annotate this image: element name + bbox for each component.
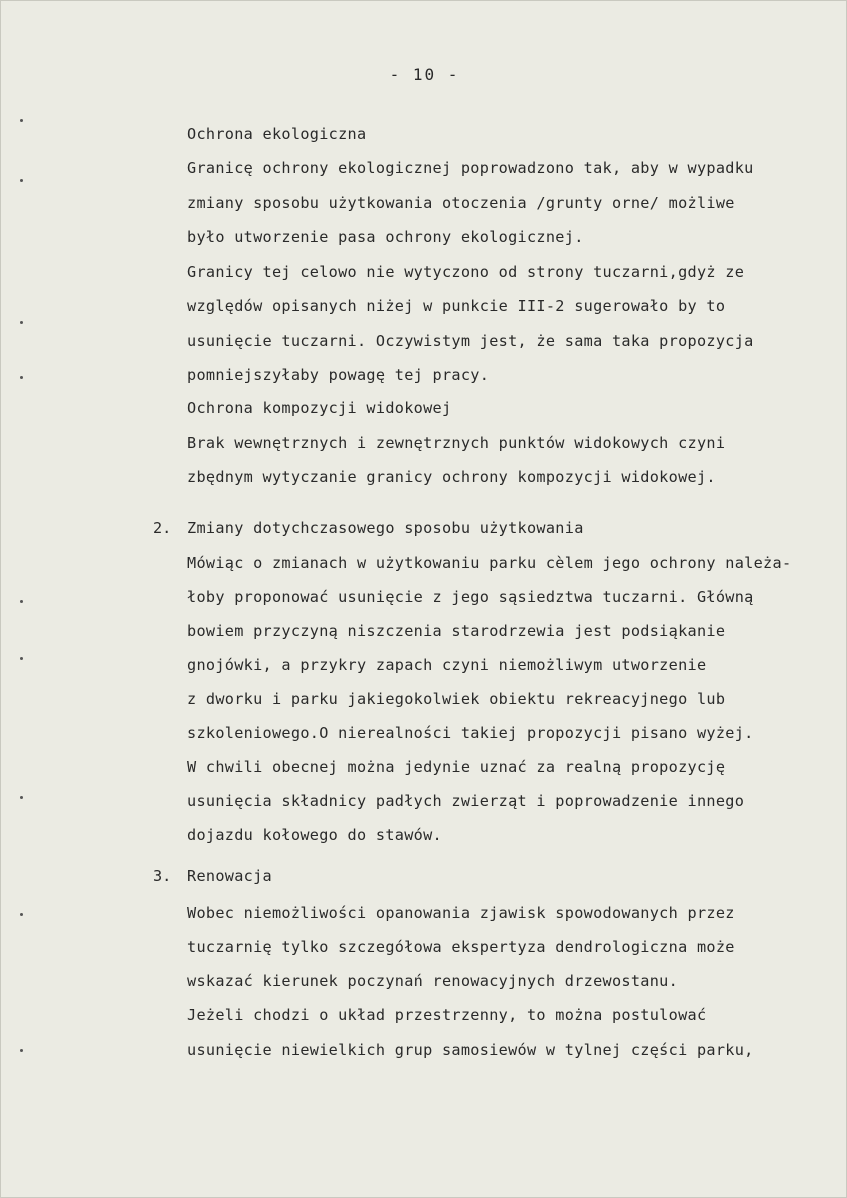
text-line: Granicę ochrony ekologicznej poprowadzono tak, aby w wypadku [187,159,754,177]
text-line: Granicy tej celowo nie wytyczono od strony tuczarni,gdyż ze [187,263,745,281]
text-line: gnojówki, a przykry zapach czyni niemożliwym utworzenie [187,656,707,674]
punch-hole-mark [20,600,23,603]
text-line: dojazdu kołowego do stawów. [187,826,442,844]
punch-hole-mark [20,913,23,916]
section-heading: Zmiany dotychczasowego sposobu użytkowania [187,519,584,537]
section-number: 2. [153,519,172,537]
text-line: zmiany sposobu użytkowania otoczenia /grunty orne/ możliwe [187,194,735,212]
section-heading: Renowacja [187,867,272,885]
text-line: względów opisanych niżej w punkcie III-2 sugerowało by to [187,297,726,315]
text-line: usunięcia składnicy padłych zwierząt i poprowadzenie innego [187,792,745,810]
text-line: pomniejszyłaby powagę tej pracy. [187,366,490,384]
text-line: bowiem przyczyną niszczenia starodrzewia jest podsiąkanie [187,622,726,640]
punch-hole-mark [20,179,23,182]
text-line: usunięcie tuczarni. Oczywistym jest, że sama taka propozycja [187,332,754,350]
text-line: Ochrona ekologiczna [187,125,367,143]
text-line: było utworzenie pasa ochrony ekologicznej. [187,228,584,246]
text-line: usunięcie niewielkich grup samosiewów w tylnej części parku, [187,1041,754,1059]
punch-hole-mark [20,376,23,379]
text-line: zbędnym wytyczanie granicy ochrony kompozycji widokowej. [187,468,716,486]
text-line: W chwili obecnej można jedynie uznać za realną propozycję [187,758,726,776]
text-line: z dworku i parku jakiegokolwiek obiektu rekreacyjnego lub [187,690,726,708]
punch-hole-mark [20,796,23,799]
text-line: Brak wewnętrznych i zewnętrznych punktów widokowych czyni [187,434,726,452]
text-line: wskazać kierunek poczynań renowacyjnych drzewostanu. [187,972,679,990]
punch-hole-mark [20,657,23,660]
section-number: 3. [153,867,172,885]
text-line: tuczarnię tylko szczegółowa ekspertyza dendrologiczna może [187,938,735,956]
text-line: szkoleniowego.O nierealności takiej propozycji pisano wyżej. [187,724,754,742]
page-number: - 10 - [389,65,460,84]
punch-hole-mark [20,1049,23,1052]
punch-hole-mark [20,119,23,122]
text-line: Jeżeli chodzi o układ przestrzenny, to można postulować [187,1006,707,1024]
text-line: Mówiąc o zmianach w użytkowaniu parku cèlem jego ochrony należa- [187,554,792,572]
punch-hole-mark [20,321,23,324]
text-line: Wobec niemożliwości opanowania zjawisk spowodowanych przez [187,904,735,922]
text-line: łoby proponować usunięcie z jego sąsiedztwa tuczarni. Główną [187,588,754,606]
text-line: Ochrona kompozycji widokowej [187,399,452,417]
